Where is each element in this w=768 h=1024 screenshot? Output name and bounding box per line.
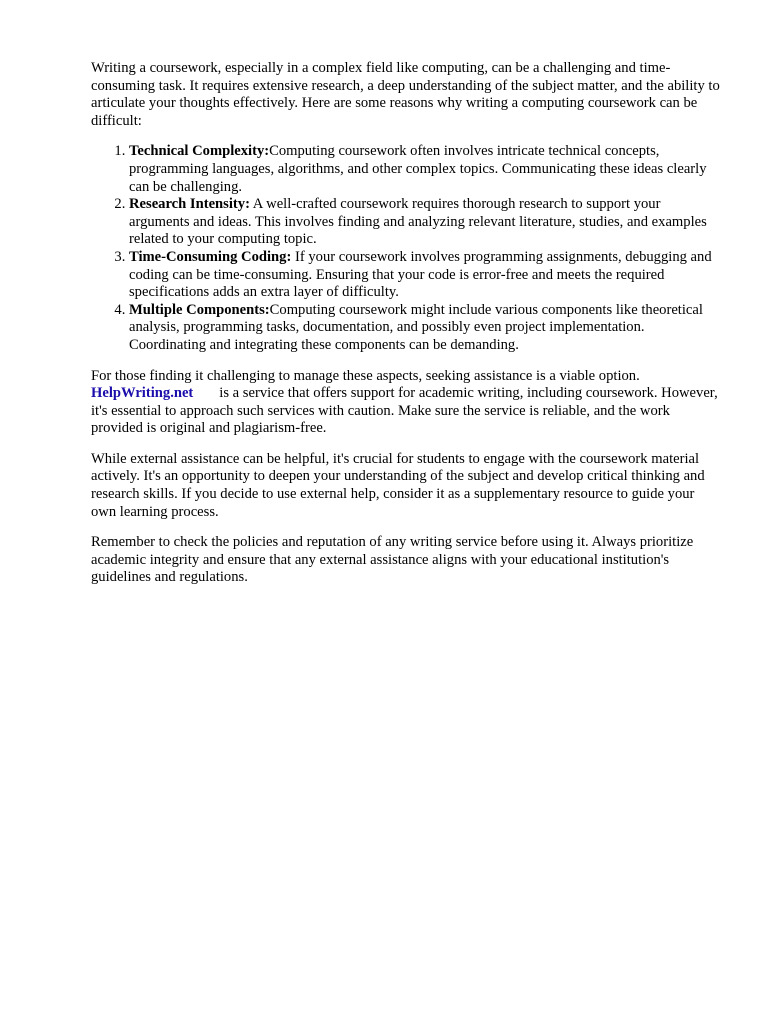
closing-paragraph: Remember to check the policies and reputation of any writing service before using it. Always prioritize academic integrity and ensure that any external assistance aligns with your educational institution's guidelines and regulations. xyxy=(91,534,694,586)
list-item xyxy=(129,143,721,196)
reason-title: Time-Consuming Coding: xyxy=(129,248,292,265)
reasons-list xyxy=(91,143,721,354)
document-body xyxy=(91,60,721,600)
helpwriting-link[interactable]: HelpWriting.net xyxy=(91,385,194,402)
reason-text: A well-crafted coursework requires thorough research to support your arguments and ideas. This involves finding and analyzing relevant literature, studies, and examples related to your computing topic. xyxy=(129,196,707,248)
list-item xyxy=(129,196,721,249)
reason-title: Multiple Components: xyxy=(129,301,270,318)
list-item xyxy=(129,249,721,302)
intro-paragraph: Writing a coursework, especially in a complex field like computing, can be a challenging and time-consuming task. It requires extensive research, a deep understanding of the subject matter, and the ability to articulate your thoughts effectively. Here are some reasons why writing a computing coursework can be difficult: xyxy=(91,60,720,129)
assistance-paragraph xyxy=(91,368,721,438)
reason-title: Research Intensity: xyxy=(129,196,250,213)
list-item xyxy=(129,302,721,355)
assistance-text-before: For those finding it challenging to manage these aspects, seeking assistance is a viable option. xyxy=(91,367,640,384)
reason-title: Technical Complexity: xyxy=(129,143,270,160)
reason-text: If your coursework involves programming assignments, debugging and coding can be time-consuming. Ensuring that your code is error-free and meets the required specifications adds an extra layer of difficulty. xyxy=(129,248,712,301)
reason-text: Computing coursework often involves intricate technical concepts, programming languages, algorithms, and other complex topics. Communicating these ideas clearly can be challenging. xyxy=(129,143,707,195)
assistance-text-after: is a service that offers support for academic writing, including coursework. However, it's essential to approach such services with caution. Make sure the service is reliable, and the work provided is original and plagiarism-free. xyxy=(91,385,718,437)
reason-text: Computing coursework might include various components like theoretical analysis, programming tasks, documentation, and possibly even project implementation. Coordinating and integrating these components can be demanding. xyxy=(129,301,703,353)
external-help-paragraph: While external assistance can be helpful, it's crucial for students to engage with the coursework material actively. It's an opportunity to deepen your understanding of the subject and develop critical thinking and research skills. If you decide to use external help, consider it as a supplementary resource to guide your own learning process. xyxy=(91,450,705,520)
